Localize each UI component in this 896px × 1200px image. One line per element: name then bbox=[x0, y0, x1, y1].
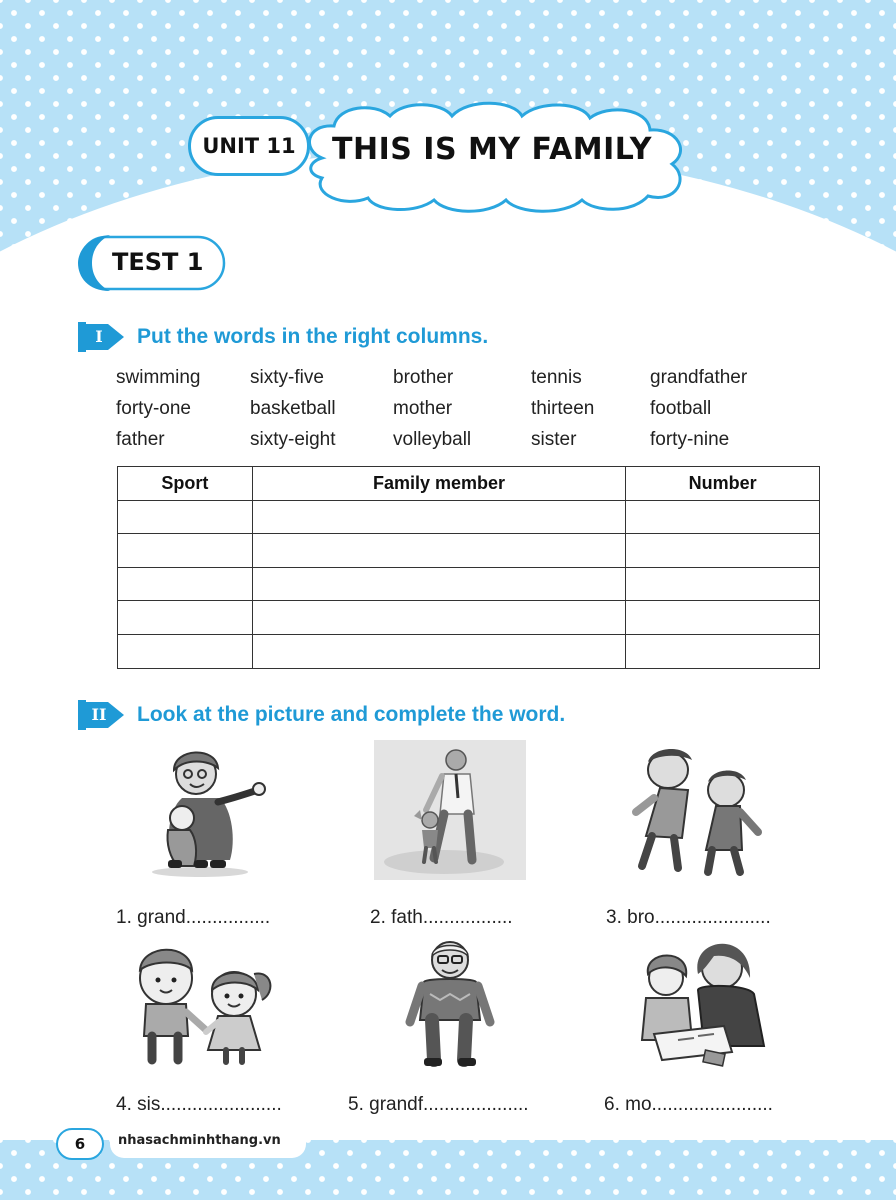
answer-cell[interactable] bbox=[626, 500, 820, 534]
website-label: nhasachminhthang.vn bbox=[118, 1133, 281, 1148]
answer-cell[interactable] bbox=[252, 534, 626, 568]
picture-caption: 6. mo....................... bbox=[604, 1094, 773, 1115]
section-title: Look at the picture and complete the word. bbox=[137, 703, 566, 726]
answer-cell[interactable] bbox=[118, 601, 253, 635]
section-number: II bbox=[91, 705, 107, 724]
brother-and-sister-icon bbox=[122, 940, 282, 1066]
word-item: forty-nine bbox=[650, 429, 730, 450]
section-number: I bbox=[95, 327, 103, 346]
answer-cell[interactable] bbox=[626, 601, 820, 635]
word-item: father bbox=[116, 429, 165, 450]
table-row bbox=[118, 634, 820, 668]
unit-title: THIS IS MY FAMILY bbox=[332, 132, 652, 167]
answer-cell[interactable] bbox=[626, 567, 820, 601]
answer-cell[interactable] bbox=[118, 567, 253, 601]
two-brothers-icon bbox=[630, 742, 770, 880]
father-walking-with-child-icon bbox=[374, 740, 526, 880]
column-header-sport: Sport bbox=[118, 467, 253, 501]
picture-caption: 3. bro...................... bbox=[606, 907, 771, 928]
word-item: brother bbox=[393, 367, 454, 388]
word-item: sixty-five bbox=[250, 367, 324, 388]
answer-cell[interactable] bbox=[118, 634, 253, 668]
table-row bbox=[118, 534, 820, 568]
picture-caption: 4. sis....................... bbox=[116, 1094, 282, 1115]
picture-caption: 5. grandf.................... bbox=[348, 1094, 529, 1115]
test-label: TEST 1 bbox=[112, 248, 204, 276]
answer-cell[interactable] bbox=[252, 567, 626, 601]
table-row bbox=[118, 500, 820, 534]
word-item: thirteen bbox=[531, 398, 595, 419]
word-item: football bbox=[650, 398, 712, 419]
word-item: forty-one bbox=[116, 398, 191, 419]
word-item: swimming bbox=[116, 367, 201, 388]
word-item: volleyball bbox=[393, 429, 472, 450]
page-number: 6 bbox=[56, 1128, 104, 1160]
word-item: tennis bbox=[531, 367, 582, 388]
mother-and-daughter-icon bbox=[628, 934, 768, 1072]
table-row bbox=[118, 567, 820, 601]
column-header-number: Number bbox=[626, 467, 820, 501]
unit-badge: UNIT 11 bbox=[188, 116, 310, 176]
answer-cell[interactable] bbox=[252, 634, 626, 668]
answer-cell[interactable] bbox=[252, 601, 626, 635]
word-item: sixty-eight bbox=[250, 429, 336, 450]
grandfather-icon bbox=[400, 936, 500, 1070]
word-item: grandfather bbox=[650, 367, 748, 388]
word-item: sister bbox=[531, 429, 577, 450]
answer-cell[interactable] bbox=[118, 534, 253, 568]
answer-cell[interactable] bbox=[118, 500, 253, 534]
table-header-row bbox=[118, 467, 820, 501]
picture-caption: 2. fath................. bbox=[370, 907, 513, 928]
answer-cell[interactable] bbox=[626, 534, 820, 568]
answer-cell[interactable] bbox=[626, 634, 820, 668]
section-title: Put the words in the right columns. bbox=[137, 325, 489, 348]
column-header-family-member: Family member bbox=[252, 467, 626, 501]
word-item: mother bbox=[393, 398, 453, 419]
grandmother-with-child-icon bbox=[138, 740, 266, 880]
answer-cell[interactable] bbox=[252, 500, 626, 534]
picture-caption: 1. grand................ bbox=[116, 907, 271, 928]
word-item: basketball bbox=[250, 398, 336, 419]
table-row bbox=[118, 601, 820, 635]
answer-table bbox=[117, 466, 820, 669]
